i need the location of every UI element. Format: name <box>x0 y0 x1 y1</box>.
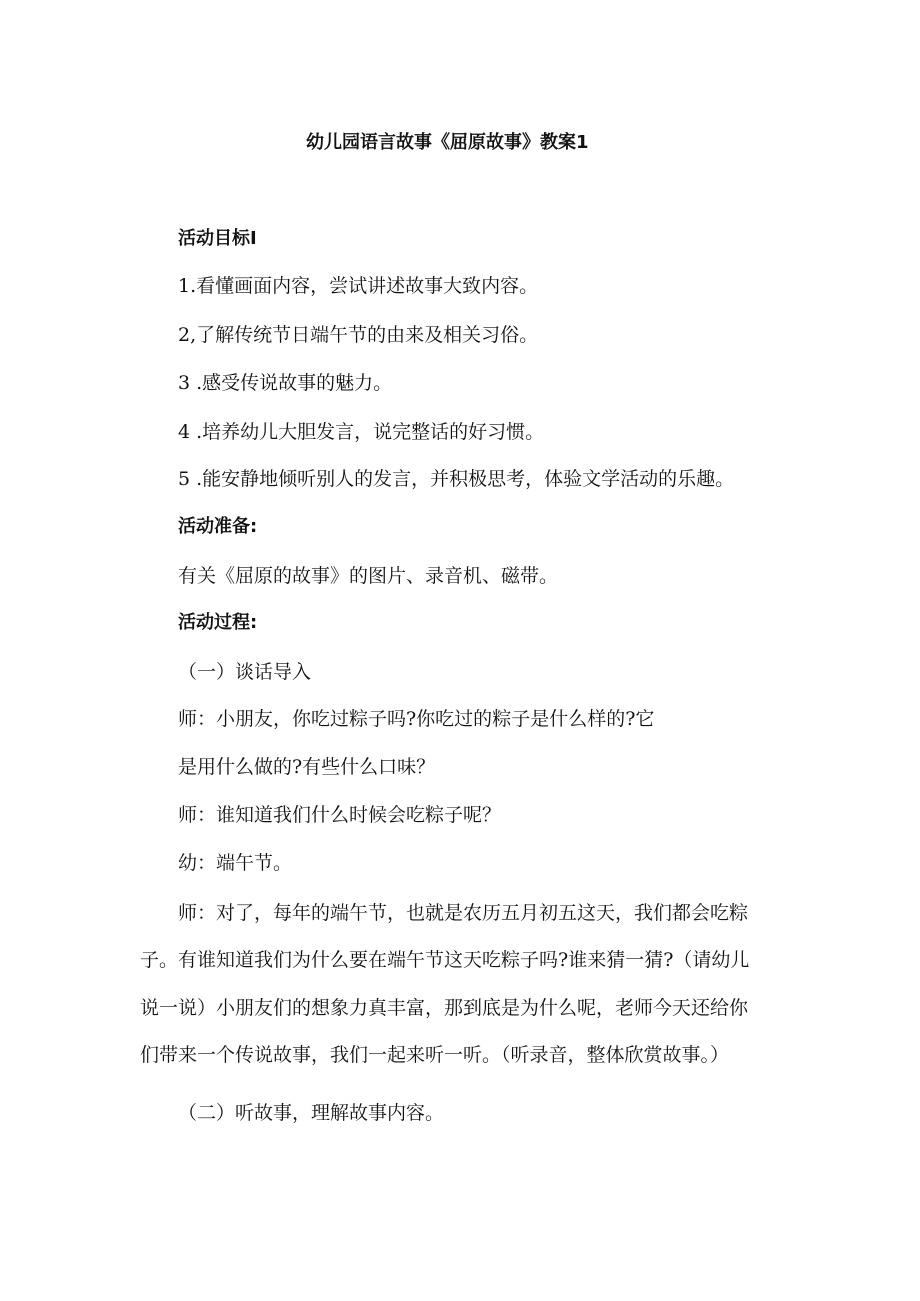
process-step-1: （一）谈话导入 <box>178 661 312 683</box>
goal-item-4: 4 .培养幼儿大胆发言，说完整话的好习惯。 <box>178 421 545 443</box>
goal-item-1: 1.看懂画面内容，尝试讲述故事大致内容。 <box>178 275 539 297</box>
preparation-heading: 活动准备: <box>178 516 258 537</box>
goal-item-3: 3 .感受传说故事的魅力。 <box>178 372 393 394</box>
preparation-text: 有关《屈原的故事》的图片、录音机、磁带。 <box>178 565 559 587</box>
process-line-6: 子。有谁知道我们为什么要在端午节这天吃粽子吗?谁来猜一猜?（请幼儿 <box>140 949 750 971</box>
process-line-1: 师：小朋友，你吃过粽子吗?你吃过的粽子是什么样的?它 <box>178 708 655 730</box>
process-line-5: 师：对了，每年的端午节，也就是农历五月初五这天，我们都会吃粽 <box>178 902 749 924</box>
process-line-4: 幼：端午节。 <box>178 852 293 874</box>
goal-item-2: 2,了解传统节日端午节的由来及相关习俗。 <box>178 324 539 346</box>
process-line-2: 是用什么做的?有些什么口味？ <box>178 756 436 778</box>
process-line-3: 师：谁知道我们什么时候会吃粽子呢？ <box>178 804 502 826</box>
page-title: 幼儿园语言故事《屈原故事》教案1 <box>306 132 589 153</box>
process-step-2: （二）听故事，理解故事内容。 <box>178 1102 445 1124</box>
goal-item-5: 5 .能安静地倾听别人的发言，并积极思考，体验文学活动的乐趣。 <box>178 468 735 490</box>
process-line-8: 们带来一个传说故事，我们一起来听一听。（听录音，整体欣赏故事。） <box>140 1044 730 1066</box>
process-heading: 活动过程: <box>178 612 258 633</box>
process-line-7: 说一说）小朋友们的想象力真丰富，那到底是为什么呢，老师今天还给你 <box>140 997 749 1019</box>
goals-heading: 活动目标I <box>178 228 257 249</box>
